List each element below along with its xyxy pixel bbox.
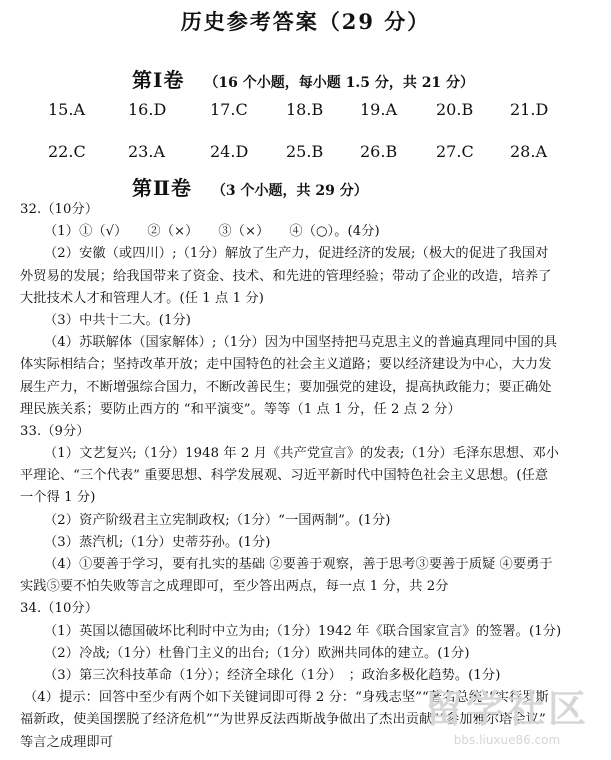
answer-line: 福新政，使美国摆脱了经济危机”“为世界反法西斯战争做出了杰出贡献”“参加雅尔塔会议”: [20, 712, 546, 728]
watermark-url: bbs.liuxue86.com: [453, 733, 561, 747]
answer-line: （1）①（√） ②（×） ③（×） ④（○）。(4分): [44, 224, 380, 240]
mc-answers-row-2: [48, 142, 588, 166]
mc-answer: 27.C: [436, 142, 474, 161]
answer-line: （1）英国以德国破坏比利时中立为由;（1分）1942 年《联合国家宣言》的签署。(1分): [44, 623, 562, 639]
mc-answer: 28.A: [510, 142, 547, 161]
mc-answer: 26.B: [360, 142, 398, 161]
section-1-heading: [132, 64, 474, 93]
answer-line: （4）①要善于学习，要有扎实的基础 ②要善于观察，善于思考③要善于质疑 ④要勇于: [44, 557, 553, 572]
mc-answers-row-1: [48, 100, 588, 124]
mc-answer: 17.C: [210, 100, 248, 119]
answer-line: （1）文艺复兴;（1分）1948 年 2 月《共产党宣言》的发表;（1分）毛泽东思想、邓小: [44, 446, 560, 462]
mc-answer: 16.D: [128, 100, 167, 119]
watermark-logo: 留学社区: [424, 687, 589, 731]
section-2-heading: [132, 172, 368, 201]
page-title: 历史参考答案（29 分）: [180, 9, 431, 34]
mc-answer: 23.A: [128, 142, 165, 161]
answer-line: 平理论、“三个代表” 重要思想、科学发展观、习近平新时代中国特色社会主义思想。(任意: [20, 468, 549, 484]
answer-line: （3）第三次科技革命（1分）；经济全球化（1分） ；政治多极化趋势。(1分): [44, 667, 501, 683]
site-watermark: [417, 686, 597, 756]
section-1-note: （16 个小题，每小题 1.5 分，共 21 分）: [204, 75, 475, 91]
mc-answer: 24.D: [210, 142, 249, 161]
answer-line: （2）安徽（或四川）;（1分）解放了生产力，促进经济的发展;（极大的促进了我国对: [44, 246, 549, 262]
answer-line: （3）中共十二大。(1分): [44, 312, 192, 328]
answer-line: （2）资产阶级君主立宪制政权;（1分）“一国两制”。(1分): [44, 512, 391, 528]
answer-line: 一个得 1 分): [20, 490, 96, 506]
mc-answer: 20.B: [436, 100, 474, 119]
question-heading: 32.（10分）: [20, 202, 99, 217]
answer-line: 展生产力，不断增强综合国力，不断改善民生；要加强党的建设，提高执政能力；要正确处: [20, 379, 552, 395]
answer-line: （4）提示：回答中至少有两个如下关键词即可得 2 分：“身残志坚”“著名总统”“实行罗斯: [24, 690, 549, 706]
answer-line: （2）冷战;（1分）杜鲁门主义的出台;（1分）欧洲共同体的建立。(1分): [44, 645, 470, 661]
section-1-label: 第Ⅰ卷: [132, 68, 185, 92]
answer-line: （3）蒸汽机;（1分）史蒂芬孙。(1分): [44, 534, 271, 550]
answer-body: [20, 199, 590, 754]
mc-answer: 19.A: [360, 100, 397, 119]
answer-line: 大批技术人才和管理人才。(任 1 点 1 分): [20, 290, 264, 306]
mc-answer: 18.B: [286, 100, 324, 119]
answer-line: （4）苏联解体（国家解体）;（1分）因为中国坚持把马克思主义的普遍真理同中国的具: [44, 335, 558, 351]
mc-answer: 15.A: [48, 100, 85, 119]
question-heading: 34.（10分）: [20, 601, 99, 617]
answer-line: 理民族关系；要防止西方的 “和平演变”。等等（1 点 1 分，任 2 点 2 分）: [20, 401, 461, 417]
answer-line: 体实际相结合；坚持改革开放；走中国特色的社会主义道路；要以经济建设为中心，大力发: [20, 357, 552, 373]
answer-line: 外贸易的发展；给我国带来了资金、技术、和先进的管理经验；带动了企业的改造，培养了: [20, 268, 552, 284]
section-2-note: （3 个小题，共 29 分）: [211, 183, 368, 199]
mc-answer: 21.D: [510, 100, 549, 119]
mc-answer: 25.B: [286, 142, 324, 161]
answer-line: 等言之成理即可: [20, 734, 114, 750]
section-2-label: 第Ⅱ卷: [132, 176, 192, 200]
answer-line: 实践⑤要不怕失败等言之成理即可，至少答出两点，每一点 1 分，共 2分: [20, 579, 449, 595]
question-heading: 33.（9分）: [20, 423, 90, 439]
mc-answer: 22.C: [48, 142, 86, 161]
